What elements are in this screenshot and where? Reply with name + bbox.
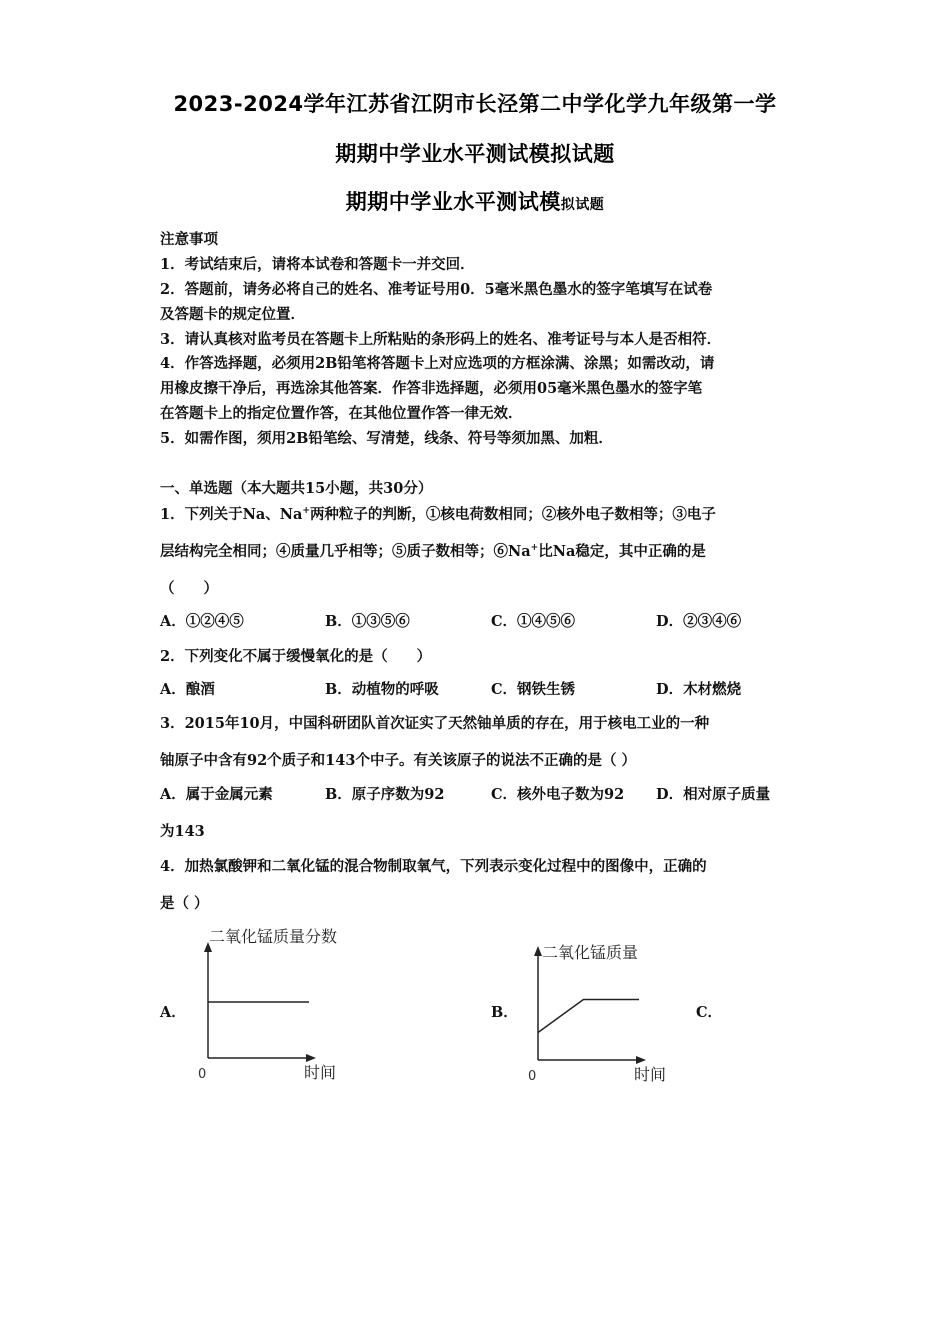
chart-a-x-arrow (306, 1054, 316, 1062)
q1-option-a: A．①②④⑤ (160, 613, 244, 630)
notice-line: 及答题卡的规定位置． (160, 306, 305, 323)
notice-line: 在答题卡上的指定位置作答，在其他位置作答一律无效． (160, 405, 523, 422)
q1-option-c: C．①④⑤⑥ (491, 613, 576, 630)
q4-option-b-label: B． (491, 1004, 518, 1021)
q1-line-2 (160, 540, 706, 561)
title-line-2: 期期中学业水平测试模拟试题 (335, 142, 615, 166)
notice-line: 4．作答选择题，必须用2B铅笔将答题卡上对应选项的方框涂满、涂黑；如需改动，请 (160, 355, 715, 372)
title-line-3 (0, 186, 950, 216)
title-line-1: 2023-2024学年江苏省江阴市长泾第二中学化学九年级第一学 (173, 92, 777, 116)
q1-superscript: + (530, 543, 539, 554)
chart-b (530, 938, 690, 1088)
q4-option-a-label: A． (160, 1004, 186, 1021)
title-line-3-main: 期期中学业水平测试模 (345, 190, 561, 214)
title-line-3-small: 拟试题 (560, 197, 605, 213)
notice-line: 5．如需作图，须用2B铅笔绘、写清楚，线条、符号等须加黑、加粗． (160, 430, 613, 447)
notice-heading: 注意事项 (160, 231, 218, 248)
q1-text: 两种粒子的判断，①核电荷数相同；②核外电子数相等；③电子 (309, 506, 716, 523)
chart-b-ylabel: 二氧化锰质量 (542, 943, 639, 962)
notice-line: 1．考试结束后，请将本试卷和答题卡一并交回． (160, 256, 475, 273)
q1-superscript: + (302, 506, 310, 517)
chart-b-x-arrow (636, 1056, 646, 1064)
chart-a-xlabel: 时间 (304, 1063, 337, 1082)
q3-option-a: A．属于金属元素 (160, 786, 273, 803)
q3-option-c: C．核外电子数为92 (491, 786, 625, 803)
q3-line-1: 3．2015年10月，中国科研团队首次证实了天然铀单质的存在，用于核电工业的一种 (160, 715, 710, 732)
notice-line: 3．请认真核对监考员在答题卡上所粘贴的条形码上的姓名、准考证号与本人是否相符． (160, 331, 722, 348)
q2-option-b: B．动植物的呼吸 (325, 681, 439, 698)
q3-continuation: 为143 (160, 823, 205, 840)
q3-option-b: B．原子序数为92 (325, 786, 445, 803)
q3-line-2: 铀原子中含有92个质子和143个中子。有关该原子的说法不正确的是（ ） (160, 752, 636, 769)
chart-a-origin-label: 0 (198, 1067, 207, 1082)
section-heading: 一、单选题（本大题共15小题，共30分） (160, 480, 433, 497)
chart-b-origin-label: 0 (528, 1069, 537, 1084)
notice-line: 2．答题前，请务必将自己的姓名、准考证号用0．5毫米黑色墨水的签字笔填写在试卷 (160, 281, 713, 298)
q1-line-1 (160, 503, 716, 524)
q1-option-b: B．①③⑤⑥ (325, 613, 410, 630)
q1-text: 比Na稳定，其中正确的是 (538, 543, 706, 560)
q4-line-1: 4．加热氯酸钾和二氧化锰的混合物制取氧气，下列表示变化过程中的图像中，正确的 (160, 858, 707, 875)
q3-option-d: D．相对原子质量 (656, 786, 771, 803)
q2-option-a: A．酿酒 (160, 681, 215, 698)
chart-a-svg (200, 922, 360, 1087)
q2-stem: 2．下列变化不属于缓慢氧化的是（ ） (160, 648, 432, 665)
q2-option-c: C．钢铁生锈 (491, 681, 576, 698)
q1-text: 层结构完全相同；④质量几乎相等；⑤质子数相等；⑥Na (160, 543, 531, 560)
q2-option-d: D．木材燃烧 (656, 681, 742, 698)
chart-b-y-arrow (534, 946, 542, 956)
q1-text: 1．下列关于Na、Na (160, 506, 303, 523)
q4-option-c-label: C． (696, 1004, 723, 1021)
q1-line-3: （ ） (160, 580, 218, 597)
q1-option-d: D．②③④⑥ (656, 613, 742, 630)
chart-b-series-line (538, 1000, 639, 1033)
chart-a-ylabel: 二氧化锰质量分数 (209, 927, 338, 946)
chart-a (200, 922, 360, 1087)
notice-line: 用橡皮擦干净后，再选涂其他答案．作答非选择题，必须用05毫米黑色墨水的签字笔 (160, 380, 703, 397)
chart-b-svg (530, 938, 690, 1088)
q4-line-2: 是（ ） (160, 895, 209, 912)
chart-b-xlabel: 时间 (634, 1065, 667, 1084)
